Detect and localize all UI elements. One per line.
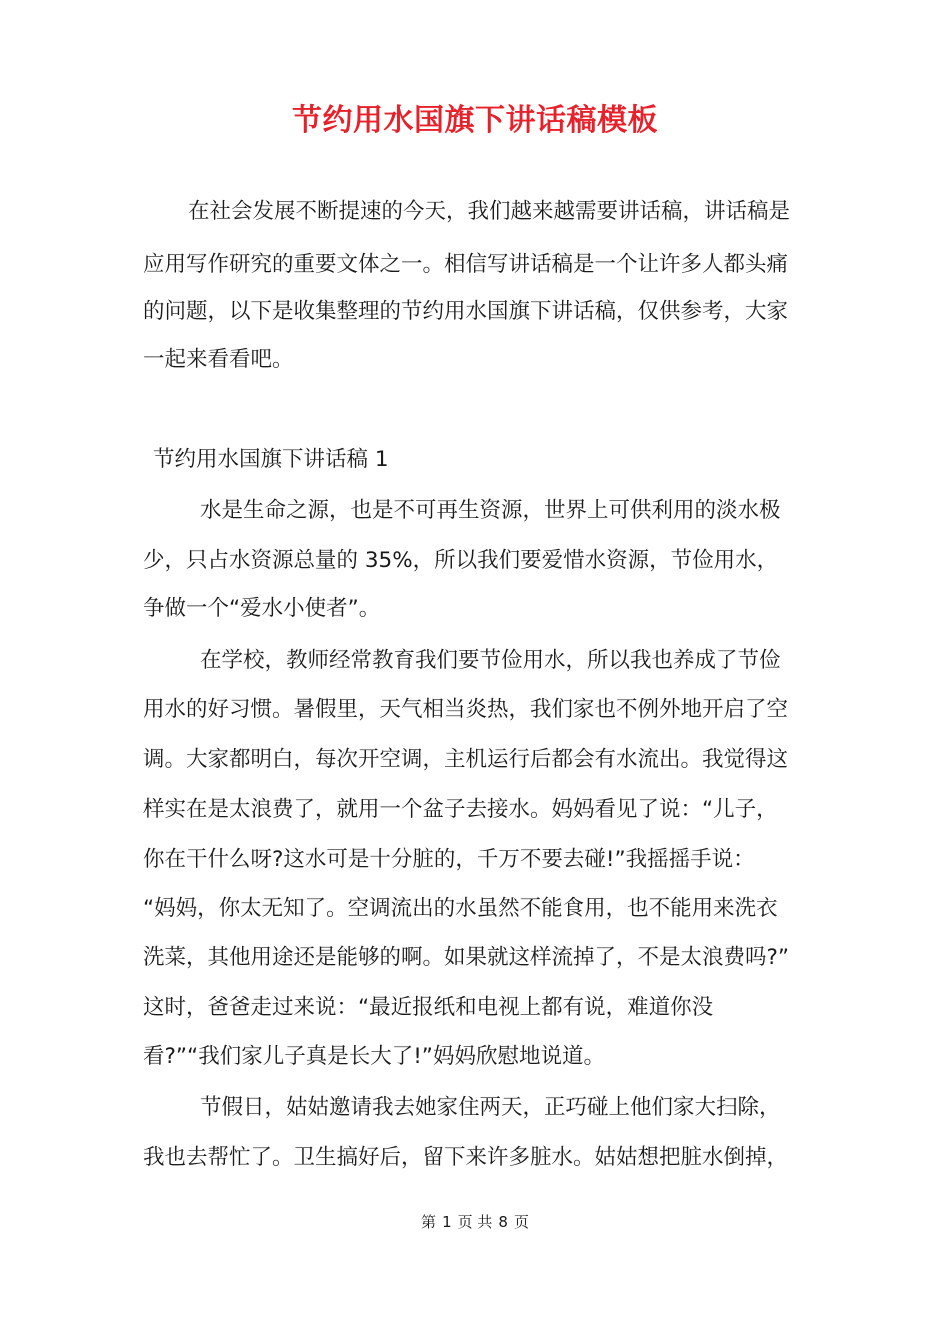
body-line: 调。大家都明白，每次开空调，主机运行后都会有水流出。我觉得这 [143,747,789,772]
body-line: 这时，爸爸走过来说：“最近报纸和电视上都有说，难道你没 [143,995,714,1020]
intro-line: 的问题，以下是收集整理的节约用水国旗下讲话稿，仅供参考，大家 [143,299,789,324]
page-suffix: 页 [513,1213,529,1231]
body-line: 样实在是太浪费了，就用一个盆子去接水。妈妈看见了说：“儿子， [143,797,778,822]
body-line: 少，只占水资源总量的 35%，所以我们要爱惜水资源，节俭用水， [143,548,779,573]
intro-line: 应用写作研究的重要文体之一。相信写讲话稿是一个让许多人都头痛 [143,252,789,277]
body-line: “妈妈，你太无知了。空调流出的水虽然不能食用，也不能用来洗衣 [143,896,778,921]
body-line: 我也去帮忙了。卫生搞好后，留下来许多脏水。姑姑想把脏水倒掉， [143,1145,789,1170]
page-footer [0,1210,950,1234]
body-line: 在学校，教师经常教育我们要节俭用水，所以我也养成了节俭 [200,648,781,673]
body-line: 节假日，姑姑邀请我去她家住两天，正巧碰上他们家大扫除， [200,1095,781,1120]
body-line: 用水的好习惯。暑假里，天气相当炎热，我们家也不例外地开启了空 [143,697,789,722]
intro-line: 一起来看看吧。 [143,347,294,372]
body-line: 争做一个“爱水小使者”。 [143,596,381,621]
page-prefix: 第 [421,1213,437,1231]
intro-line: 在社会发展不断提速的今天，我们越来越需要讲话稿，讲话稿是 [188,199,791,224]
document-title: 节约用水国旗下讲话稿模板 [292,103,658,138]
section-heading: 节约用水国旗下讲话稿 1 [153,447,389,472]
body-line: 你在干什么呀?这水可是十分脏的，千万不要去碰!”我摇摇手说： [143,847,755,872]
body-line: 看?”“我们家儿子真是长大了!”妈妈欣慰地说道。 [143,1044,605,1069]
total-pages: 8 [498,1213,508,1231]
page-mid: 页 共 [457,1213,493,1231]
body-line: 洗菜，其他用途还是能够的啊。如果就这样流掉了，不是太浪费吗?” [143,945,790,970]
body-line: 水是生命之源，也是不可再生资源，世界上可供利用的淡水极 [200,498,781,523]
page-number: 1 [442,1213,452,1231]
